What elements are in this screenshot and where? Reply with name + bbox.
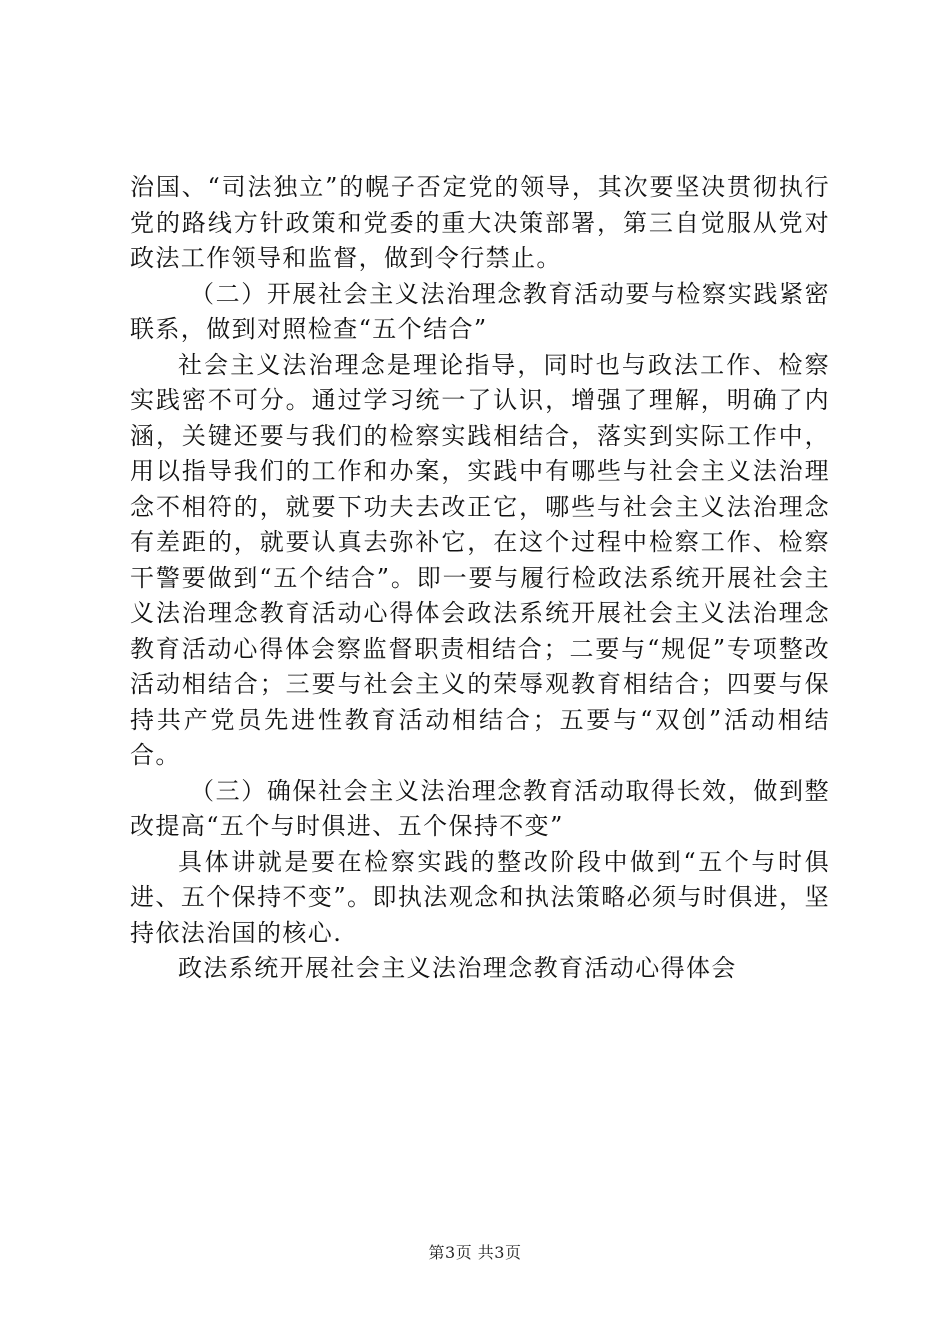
page-footer <box>0 1240 950 1263</box>
paragraph-section-3-body: 具体讲就是要在检察实践的整改阶段中做到“五个与时俱进、五个保持不变”。即执法观念和执法策略必须与时俱进，坚持依法治国的核心. <box>130 847 830 947</box>
paragraph-continuation: 治国、“司法独立”的幌子否定党的领导，其次要坚决贯彻执行党的路线方针政策和党委的重大决策部署，第三自觉服从党对政法工作领导和监督，做到令行禁止。 <box>130 173 830 272</box>
section-heading-3: （三）确保社会主义法治理念教育活动取得长效，做到整改提高“五个与时俱进、五个保持不变” <box>130 776 830 840</box>
page-number: 第3页 共3页 <box>428 1243 522 1262</box>
paragraph-section-2-body: 社会主义法治理念是理论指导，同时也与政法工作、检察实践密不可分。通过学习统一了认识，增强了理解，明确了内涵，关键还要与我们的检察实践相结合，落实到实际工作中，用以指导我们的工作和办案，实践中有哪些与社会主义法治理念不相符的，就要下功夫去改正它，哪些与社会主义法治理念有差距的，就要认真去弥补它，在这个过程中检察工作、检察干警要做到“五个结合”。即一要与履行检政法系统开展社会主义法治理念教育活动心得体会政法系统开展社会主义法治理念教育活动心得体会察监督职责相结合；二要与“规促”专项整改活动相结合；三要与社会主义的荣辱观教育相结合；四要与保持共产党员先进性教育活动相结合；五要与“双创”活动相结合。 <box>130 350 830 769</box>
section-heading-2: （二）开展社会主义法治理念教育活动要与检察实践紧密联系，做到对照检查“五个结合” <box>130 279 830 343</box>
document-body <box>130 170 830 987</box>
document-title-line: 政法系统开展社会主义法治理念教育活动心得体会 <box>178 954 737 982</box>
